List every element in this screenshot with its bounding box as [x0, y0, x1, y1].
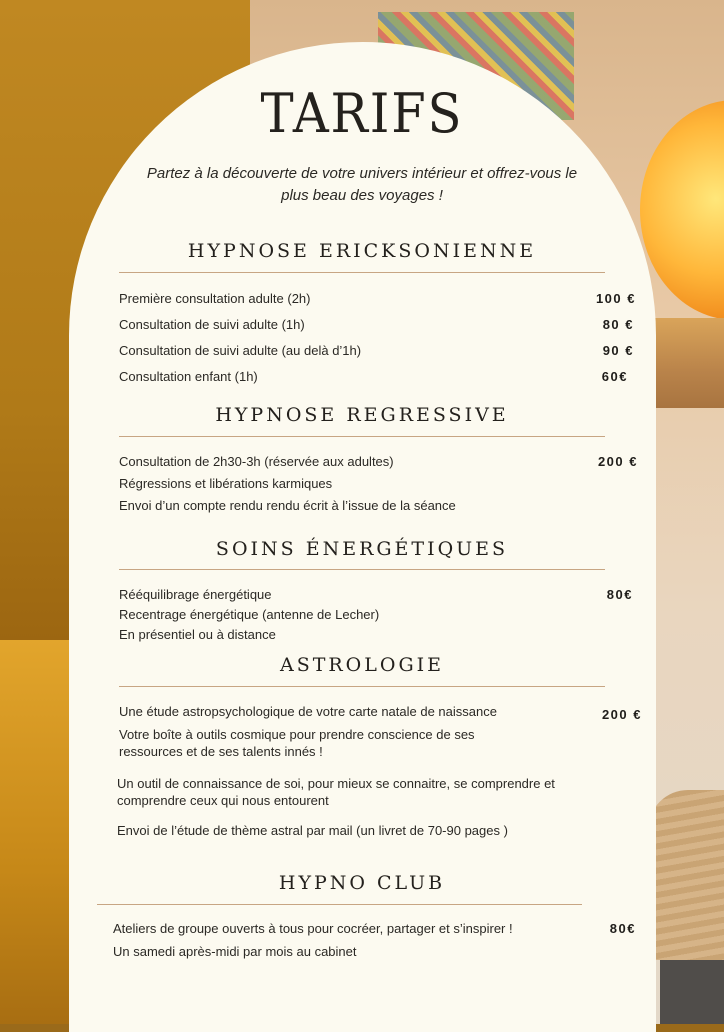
detail-line: Un samedi après-midi par mois au cabinet: [113, 944, 357, 959]
section-divider: [97, 904, 582, 905]
price-item-amount: 60€: [601, 369, 628, 384]
price-item-label: Première consultation adulte (2h): [119, 291, 311, 306]
price-item-amount: 200 €: [601, 707, 642, 722]
section-title-hypno-club: HYPNO CLUB: [278, 872, 446, 894]
section-divider: [119, 436, 605, 437]
section-title-hypnose-regressive: HYPNOSE REGRESSIVE: [215, 404, 509, 426]
section-divider: [119, 569, 605, 570]
detail-line: Régressions et libérations karmiques: [119, 476, 333, 491]
price-item-label: Consultation enfant (1h): [119, 369, 258, 384]
section-divider: [119, 686, 605, 687]
price-item-label: Une étude astropsychologique de votre carte natale de naissance: [119, 704, 497, 719]
intro-text: Partez à la découverte de votre univers intérieur et offrez-vous le plus beau des voyages !: [146, 165, 578, 204]
section-title-astrologie: ASTROLOGIE: [279, 654, 445, 676]
section-divider: [119, 272, 605, 273]
price-item-amount: 80€: [606, 587, 633, 602]
price-item-amount: 80€: [609, 921, 636, 936]
price-item-amount: 200 €: [597, 454, 638, 469]
background-shelf: [655, 318, 724, 408]
price-item-label: Ateliers de groupe ouverts à tous pour cocréer, partager et s’inspirer !: [113, 921, 513, 936]
price-item-label: Consultation de suivi adulte (au delà d’1h): [119, 343, 362, 358]
price-item-label: Consultation de suivi adulte (1h): [119, 317, 305, 332]
background-table-legs: [660, 960, 724, 1024]
price-item-label: Consultation de 2h30-3h (réservée aux adultes): [119, 454, 394, 469]
detail-line: Envoi de l’étude de thème astral par mail (un livret de 70-90 pages ): [117, 823, 508, 838]
detail-paragraph: Un outil de connaissance de soi, pour mieux se connaitre, se comprendre et comprendre ceux qui nous entourent: [117, 776, 555, 808]
detail-line: Recentrage énergétique (antenne de Lecher): [119, 607, 380, 622]
page-title: TARIFS: [260, 82, 464, 145]
detail-line: En présentiel ou à distance: [119, 627, 276, 642]
price-item-amount: 90 €: [602, 343, 634, 358]
section-title-soins-energetiques: SOINS ÉNERGÉTIQUES: [215, 538, 509, 560]
detail-paragraph: Votre boîte à outils cosmique pour prendre conscience de ses ressources et de ses talents innés !: [119, 727, 475, 759]
price-item-label: Rééquilibrage énergétique: [119, 587, 272, 602]
price-item-amount: 80 €: [602, 317, 634, 332]
detail-line: Envoi d’un compte rendu rendu écrit à l’issue de la séance: [119, 498, 456, 513]
section-title-hypnose-ericksonienne: HYPNOSE ERICKSONIENNE: [187, 240, 537, 262]
price-item-amount: 100 €: [595, 291, 636, 306]
